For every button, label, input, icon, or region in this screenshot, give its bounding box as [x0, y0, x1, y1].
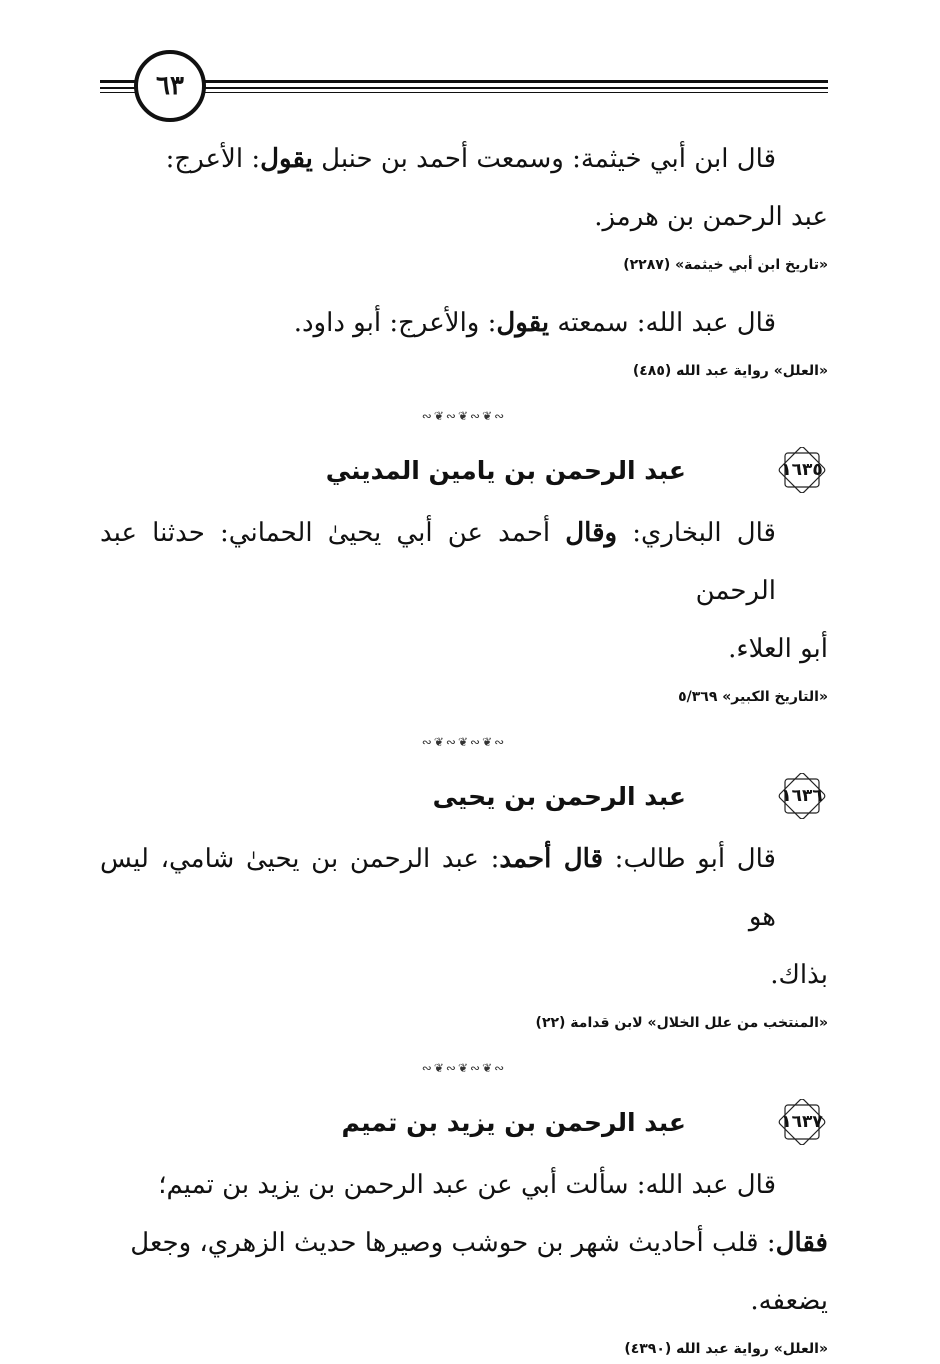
header-rule	[100, 80, 828, 83]
paragraph-continuation: عبد الرحمن بن هرمز.	[594, 202, 828, 232]
text: قال البخاري:	[617, 518, 776, 548]
paragraph	[100, 130, 828, 188]
paragraph-continuation: أبو العلاء.	[728, 634, 828, 664]
source-citation: «المنتخب من علل الخلال» لابن قدامة (٢٢)	[535, 1015, 828, 1031]
source-citation: «العلل» رواية عبد الله (٤٣٩٠)	[624, 1341, 828, 1357]
source-citation: «التاريخ الكبير» ٥/٣٦٩	[678, 689, 828, 705]
floral-divider-icon: ∾❦∾❦∾❦∾	[421, 1061, 507, 1075]
paragraph-continuation: بذاك.	[770, 960, 828, 990]
page-content	[100, 130, 828, 1364]
paragraph	[100, 830, 828, 946]
source-citation: «العلل» رواية عبد الله (٤٨٥)	[632, 363, 828, 379]
bold-text: يقول	[496, 308, 550, 338]
entry-number-badge: ١٦٣٥	[776, 447, 828, 493]
floral-divider-icon: ∾❦∾❦∾❦∾	[421, 735, 507, 749]
text: أحمد عن أبي يحيىٰ الحماني: حدثنا عبد الرحمن	[100, 518, 776, 606]
text: قال أبو طالب:	[603, 844, 776, 874]
entry-title: عبد الرحمن بن يزيد بن تميم	[341, 1107, 686, 1137]
entry-heading	[100, 768, 828, 824]
header-rule	[100, 87, 828, 89]
bold-text: قال أحمد	[499, 844, 604, 874]
header-rule	[100, 92, 828, 93]
text: : قلب أحاديث شهر بن حوشب وصيرها حديث الزهري، وجعل	[130, 1228, 776, 1258]
entry-number-badge: ١٦٣٦	[776, 773, 828, 819]
floral-divider-icon: ∾❦∾❦∾❦∾	[421, 409, 507, 423]
paragraph-continuation	[100, 1214, 828, 1272]
paragraph	[100, 504, 828, 620]
bold-text: يقول	[260, 144, 313, 174]
text: : والأعرج: أبو داود.	[293, 308, 497, 338]
page-number: ٦٣	[134, 50, 206, 122]
paragraph	[100, 294, 828, 352]
entry-number-badge: ١٦٣٧	[776, 1099, 828, 1145]
source-citation: «تاريخ ابن أبي خيثمة» (٢٢٨٧)	[623, 257, 828, 273]
bold-text: وقال	[565, 518, 618, 548]
text: : عبد الرحمن بن يحيىٰ شامي، ليس هو	[100, 844, 776, 932]
text: : الأعرج:	[165, 144, 261, 174]
paragraph-continuation: يضعفه.	[750, 1286, 828, 1316]
entry-title: عبد الرحمن بن يحيى	[432, 781, 686, 811]
text: قال عبد الله: سمعته	[549, 308, 776, 338]
entry-title: عبد الرحمن بن يامين المديني	[325, 455, 686, 485]
bold-text: فقال	[775, 1228, 828, 1258]
text: قال ابن أبي خيثمة: وسمعت أحمد بن حنبل	[312, 144, 776, 174]
paragraph: قال عبد الله: سألت أبي عن عبد الرحمن بن يزيد بن تميم؛	[158, 1170, 776, 1200]
page-header	[100, 48, 828, 128]
entry-heading	[100, 442, 828, 498]
entry-heading	[100, 1094, 828, 1150]
